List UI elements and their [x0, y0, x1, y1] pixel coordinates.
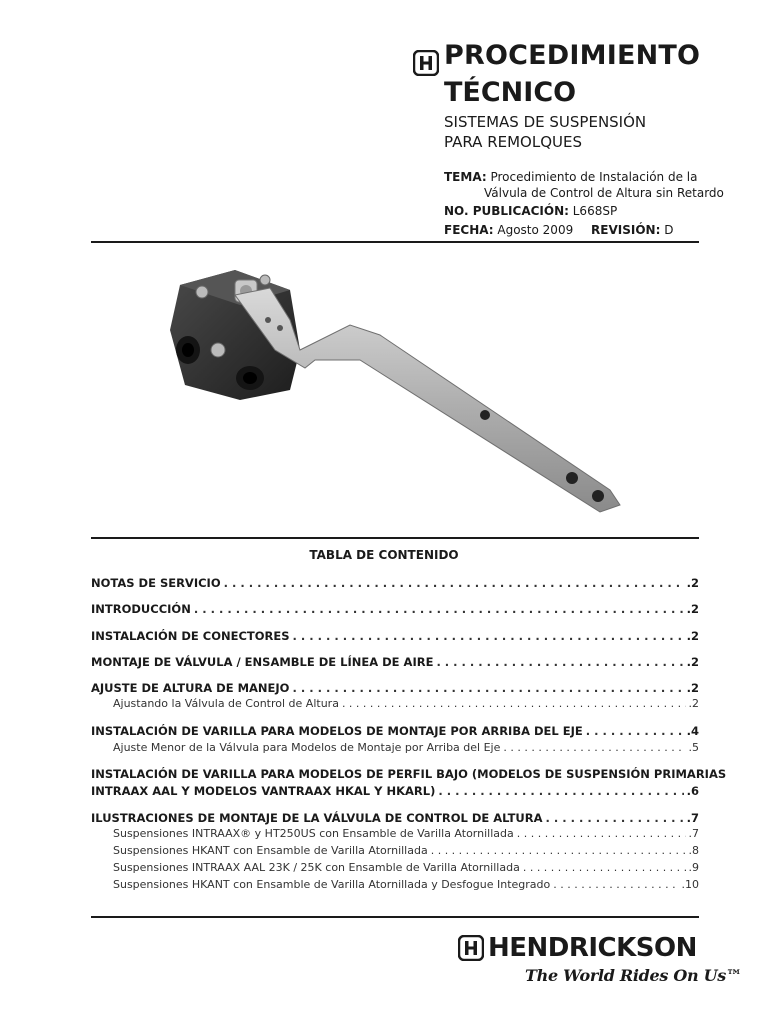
toc-leader-dots — [523, 861, 686, 874]
toc-entry-page: .5 — [688, 741, 699, 754]
toc-leader-dots — [293, 629, 684, 643]
toc-entry[interactable] — [91, 767, 727, 781]
publication-value: L668SP — [572, 204, 618, 218]
toc-entry[interactable] — [91, 629, 699, 643]
toc-entry-label: INSTALACIÓN DE VARILLA PARA MODELOS DE PERFIL BAJO (MODELOS DE SUSPENSIÓN PRIMARIAS — [91, 767, 727, 781]
toc-entry-page: .6 — [686, 784, 699, 798]
subtitle-line2: PARA REMOLQUES — [444, 133, 582, 151]
header-divider — [91, 241, 699, 243]
tema-line2: Válvula de Control de Altura sin Retardo — [484, 186, 724, 200]
toc-leader-dots — [438, 784, 683, 798]
revision-label: REVISIÓN: — [591, 223, 661, 237]
toc-entry-page: .8 — [688, 844, 699, 857]
date-revision — [444, 223, 673, 237]
tema-label: TEMA: — [444, 170, 487, 184]
toc-leader-dots — [517, 827, 686, 840]
toc-entry-label: Ajustando la Válvula de Control de Altura — [113, 697, 339, 710]
publication-label: NO. PUBLICACIÓN: — [444, 204, 569, 218]
brand-name: HENDRICKSON — [488, 933, 697, 963]
toc-entry-page: .2 — [688, 697, 699, 710]
toc-entry[interactable] — [91, 724, 699, 738]
toc-leader-dots — [546, 811, 684, 825]
toc-entry-label: AJUSTE DE ALTURA DE MANEJO — [91, 681, 290, 695]
toc-entry[interactable] — [91, 681, 699, 695]
date-label: FECHA: — [444, 223, 494, 237]
toc-entry-label: Suspensiones HKANT con Ensamble de Varilla Atornillada y Desfogue Integrado — [113, 878, 551, 891]
toc-entry[interactable] — [91, 784, 699, 798]
toc-leader-dots — [194, 602, 684, 616]
toc-subentry[interactable] — [113, 741, 699, 754]
toc-leader-dots — [553, 878, 678, 891]
toc-entry-label: INTRAAX AAL Y MODELOS VANTRAAX HKAL Y HKARL) — [91, 784, 436, 798]
brand-slogan — [525, 966, 742, 985]
toc-entry-label: ILUSTRACIONES DE MONTAJE DE LA VÁLVULA DE CONTROL DE ALTURA — [91, 811, 543, 825]
toc-entry[interactable] — [91, 576, 699, 590]
trademark-symbol: ™ — [726, 966, 742, 985]
toc-entry[interactable] — [91, 602, 699, 616]
toc-entry-page: .7 — [686, 811, 699, 825]
document-title-line2: TÉCNICO — [444, 77, 577, 108]
toc-entry-page: .9 — [688, 861, 699, 874]
toc-entry[interactable] — [91, 655, 699, 669]
hendrickson-h-logo-icon — [458, 935, 484, 961]
toc-entry-label: Suspensiones HKANT con Ensamble de Varilla Atornillada — [113, 844, 428, 857]
toc-entry[interactable] — [91, 811, 699, 825]
toc-entry-label: INSTALACIÓN DE CONECTORES — [91, 629, 290, 643]
toc-entry-page: .7 — [688, 827, 699, 840]
toc-entry-label: MONTAJE DE VÁLVULA / ENSAMBLE DE LÍNEA DE AIRE — [91, 655, 434, 669]
toc-leader-dots — [292, 681, 683, 695]
toc-entry-label: INSTALACIÓN DE VARILLA PARA MODELOS DE MONTAJE POR ARRIBA DEL EJE — [91, 724, 583, 738]
hendrickson-h-logo-icon — [413, 50, 439, 76]
toc-entry-label: Suspensiones INTRAAX AAL 23K / 25K con Ensamble de Varilla Atornillada — [113, 861, 520, 874]
hendrickson-logo — [458, 933, 697, 963]
toc-entry-label: Suspensiones INTRAAX® y HT250US con Ensamble de Varilla Atornillada — [113, 827, 514, 840]
toc-subentry[interactable] — [113, 844, 699, 857]
toc-entry-page: .2 — [686, 602, 699, 616]
slogan-text: The World Rides On Us — [525, 966, 727, 985]
toc-subentry[interactable] — [113, 878, 699, 891]
document-subtitle — [444, 112, 646, 152]
toc-entry-page: .10 — [681, 878, 699, 891]
footer-divider — [91, 916, 699, 918]
toc-subentry[interactable] — [113, 861, 699, 874]
toc-leader-dots — [586, 724, 684, 738]
tema-value-line1: Procedimiento de Instalación de la — [490, 170, 698, 184]
toc-leader-dots — [503, 741, 685, 754]
revision-value: D — [664, 223, 674, 237]
toc-entry-label: Ajuste Menor de la Válvula para Modelos de Montaje por Arriba del Eje — [113, 741, 501, 754]
toc-entry-page: .4 — [686, 724, 699, 738]
toc-leader-dots — [436, 655, 683, 669]
toc-leader-dots — [342, 697, 686, 710]
toc-entry-page: .2 — [686, 681, 699, 695]
publication-number — [444, 204, 617, 218]
document-title-line1: PROCEDIMIENTO — [444, 40, 701, 71]
toc-leader-dots — [224, 576, 684, 590]
height-control-valve-image — [140, 250, 660, 535]
toc-subentry[interactable] — [113, 827, 699, 840]
toc-entry-page: .2 — [686, 655, 699, 669]
toc-top-divider — [91, 537, 699, 539]
toc-title: TABLA DE CONTENIDO — [309, 548, 459, 562]
toc-entry-label: INTRODUCCIÓN — [91, 602, 191, 616]
toc-subentry[interactable] — [113, 697, 699, 710]
subtitle-line1: SISTEMAS DE SUSPENSIÓN — [444, 113, 647, 131]
toc-entry-page: .2 — [686, 576, 699, 590]
toc-entry-page: .2 — [686, 629, 699, 643]
toc-leader-dots — [431, 844, 686, 857]
toc-entry-label: NOTAS DE SERVICIO — [91, 576, 221, 590]
tema-line1 — [444, 170, 697, 184]
date-value: Agosto 2009 — [497, 223, 574, 237]
